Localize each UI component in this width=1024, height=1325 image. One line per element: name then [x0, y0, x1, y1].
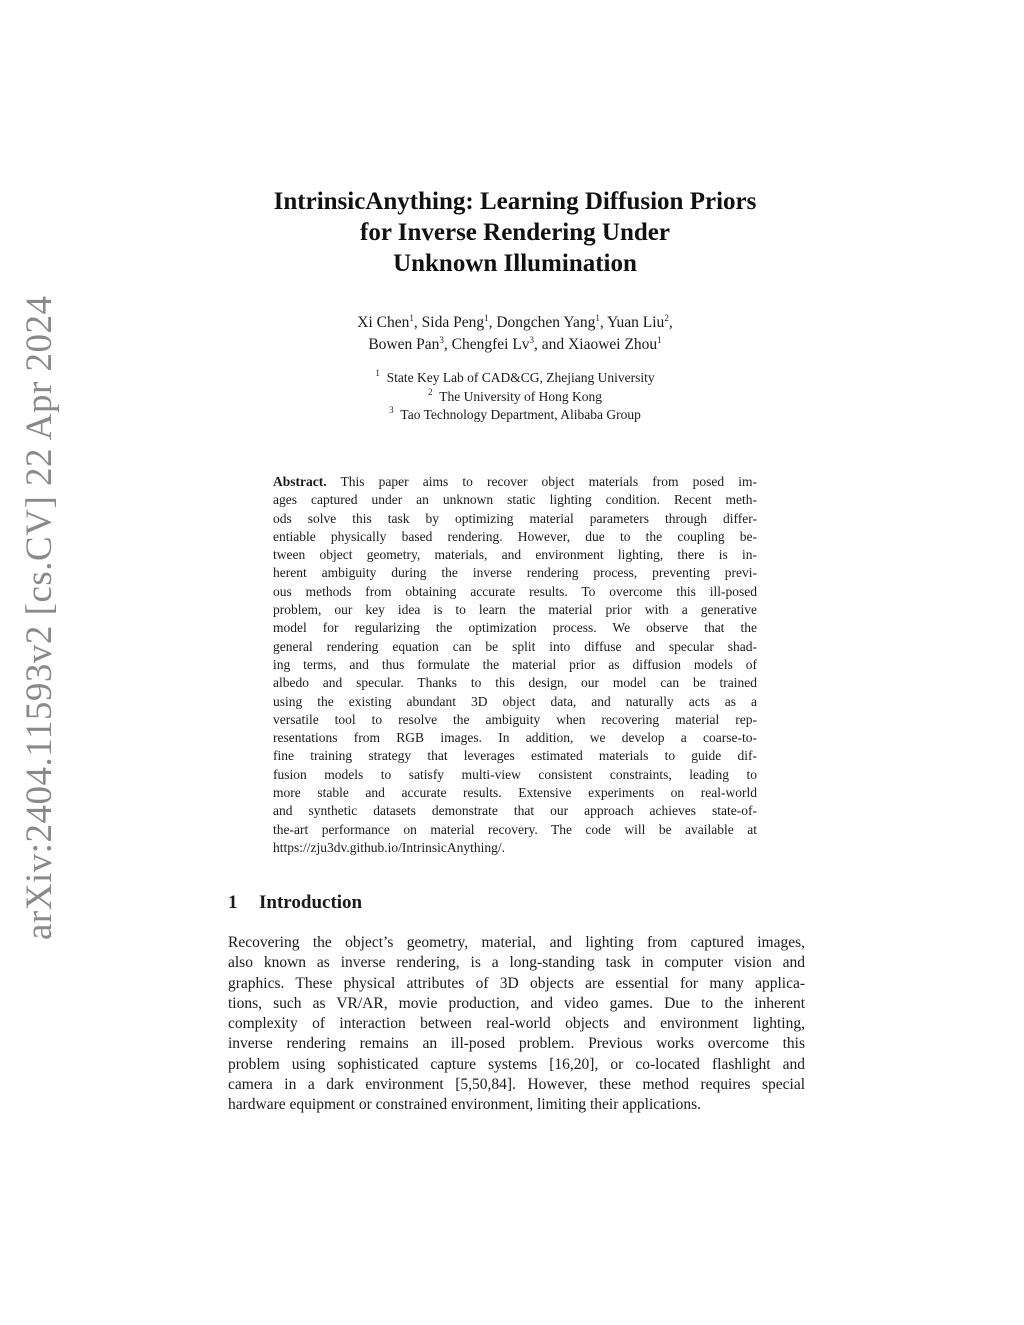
affiliation-mark: 3 — [389, 405, 394, 415]
author-affiliation-mark: 3 — [439, 335, 444, 345]
paragraph-line: also known as inverse rendering, is a long-standing task in computer vision and — [228, 954, 805, 972]
abstract-line: and synthetic datasets demonstrate that our approach achieves state-of- — [273, 803, 757, 819]
abstract-line: problem, our key idea is to learn the material prior with a generative — [273, 602, 757, 618]
section-title: Introduction — [259, 892, 363, 913]
author-line-2 — [200, 334, 830, 356]
author-separator: , — [488, 314, 497, 331]
paragraph-line: camera in a dark environment [5,50,84]. However, these method requires special — [228, 1076, 805, 1094]
abstract-line — [273, 473, 757, 491]
affiliation-item — [200, 406, 830, 425]
abstract-line: fusion models to satisfy multi-view consistent constraints, leading to — [273, 766, 757, 782]
title-line: IntrinsicAnything: Learning Diffusion Priors — [273, 188, 757, 215]
section-heading-introduction — [228, 890, 362, 916]
author-separator: , — [599, 314, 608, 331]
affiliation-list — [200, 369, 830, 425]
author-separator: , — [443, 336, 452, 353]
paragraph-line: graphics. These physical attributes of 3D objects are essential for many applica- — [228, 974, 805, 992]
abstract-label: Abstract. — [273, 474, 327, 489]
paragraph-line: complexity of interaction between real-world objects and environment lighting, — [228, 1015, 805, 1033]
abstract-line: versatile tool to resolve the ambiguity when recovering material rep- — [273, 711, 757, 727]
affiliation-mark: 2 — [428, 386, 433, 397]
author-name: Xiaowei Zhou — [568, 336, 658, 353]
paragraph-line: Recovering the object’s geometry, material, and lighting from captured images, — [228, 934, 805, 951]
abstract-line: tween object geometry, materials, and environment lighting, there is in- — [273, 547, 757, 563]
author-line-1 — [200, 312, 830, 334]
abstract-line: resentations from RGB images. In addition, we develop a coarse-to- — [273, 730, 757, 746]
abstract-line: ods solve this task by optimizing material parameters through differ- — [273, 510, 757, 526]
author-name: Bowen Pan — [368, 336, 440, 353]
abstract-line: ous methods from obtaining accurate results. To overcome this ill-posed — [273, 583, 757, 599]
abstract-line: using the existing abundant 3D object data, and naturally acts as a — [273, 693, 757, 709]
paragraph-line: inverse rendering remains an ill-posed problem. Previous works overcome this — [228, 1035, 805, 1053]
author-affiliation-mark: 1 — [484, 313, 489, 323]
author-name: Dongchen Yang — [496, 314, 596, 331]
author-separator: , — [668, 314, 673, 331]
abstract-line: albedo and specular. Thanks to this design, our model can be trained — [273, 675, 757, 691]
paragraph-line: problem using sophisticated capture systems [16,20], or co-located flashlight and — [228, 1055, 805, 1073]
author-affiliation-mark: 1 — [657, 335, 662, 345]
arxiv-identifier-stamp: arXiv:2404.11593v2 [cs.CV] 22 Apr 2024 — [19, 295, 60, 940]
author-name: Sida Peng — [421, 314, 485, 331]
abstract-line: more stable and accurate results. Extensive experiments on real-world — [273, 785, 757, 801]
title-line: Unknown Illumination — [393, 250, 637, 277]
abstract-link-line[interactable]: https://zju3dv.github.io/IntrinsicAnything/. — [273, 839, 505, 855]
section-number: 1 — [228, 892, 238, 913]
author-affiliation-mark: 2 — [664, 313, 669, 323]
author-name: Chengfei Lv — [451, 336, 530, 353]
abstract-line: general rendering equation can be split into diffuse and specular shad- — [273, 638, 757, 654]
author-affiliation-mark: 3 — [529, 335, 535, 345]
affiliation-item — [200, 369, 830, 388]
title-line: for Inverse Rendering Under — [360, 219, 670, 246]
abstract-line: ages captured under an unknown static lighting condition. Recent meth- — [273, 492, 757, 508]
affiliation-text: State Key Lab of CAD&CG, Zhejiang University — [386, 370, 655, 385]
abstract-line: the-art performance on material recovery. The code will be available at — [273, 821, 757, 837]
author-name: Yuan Liu — [607, 314, 665, 331]
abstract-line: herent ambiguity during the inverse rendering process, preventing previ- — [273, 565, 757, 581]
author-separator: , and — [534, 336, 569, 353]
author-list — [200, 312, 830, 356]
abstract — [273, 473, 757, 857]
affiliation-text: The University of Hong Kong — [439, 388, 602, 404]
introduction-paragraph — [228, 933, 805, 1116]
author-affiliation-mark: 1 — [595, 313, 600, 323]
abstract-line: model for regularizing the optimization process. We observe that the — [273, 620, 757, 636]
abstract-line: fine training strategy that leverages estimated materials to guide dif- — [273, 748, 757, 764]
author-affiliation-mark: 1 — [409, 313, 414, 323]
paper-title — [200, 186, 830, 279]
paragraph-line: hardware equipment or constrained environment, limiting their applications. — [228, 1096, 702, 1114]
paragraph-line: tions, such as VR/AR, movie production, and video games. Due to the inherent — [228, 994, 805, 1012]
author-name: Xi Chen — [357, 314, 410, 331]
abstract-line: entiable physically based rendering. However, due to the coupling be- — [273, 528, 757, 544]
abstract-line-text: This paper aims to recover object materials from posed im- — [326, 474, 757, 489]
affiliation-mark: 1 — [375, 368, 380, 378]
affiliation-item — [200, 388, 830, 407]
abstract-line: ing terms, and thus formulate the material prior as diffusion models of — [273, 656, 757, 672]
author-separator: , — [413, 314, 422, 331]
affiliation-text: Tao Technology Department, Alibaba Group — [400, 407, 641, 422]
